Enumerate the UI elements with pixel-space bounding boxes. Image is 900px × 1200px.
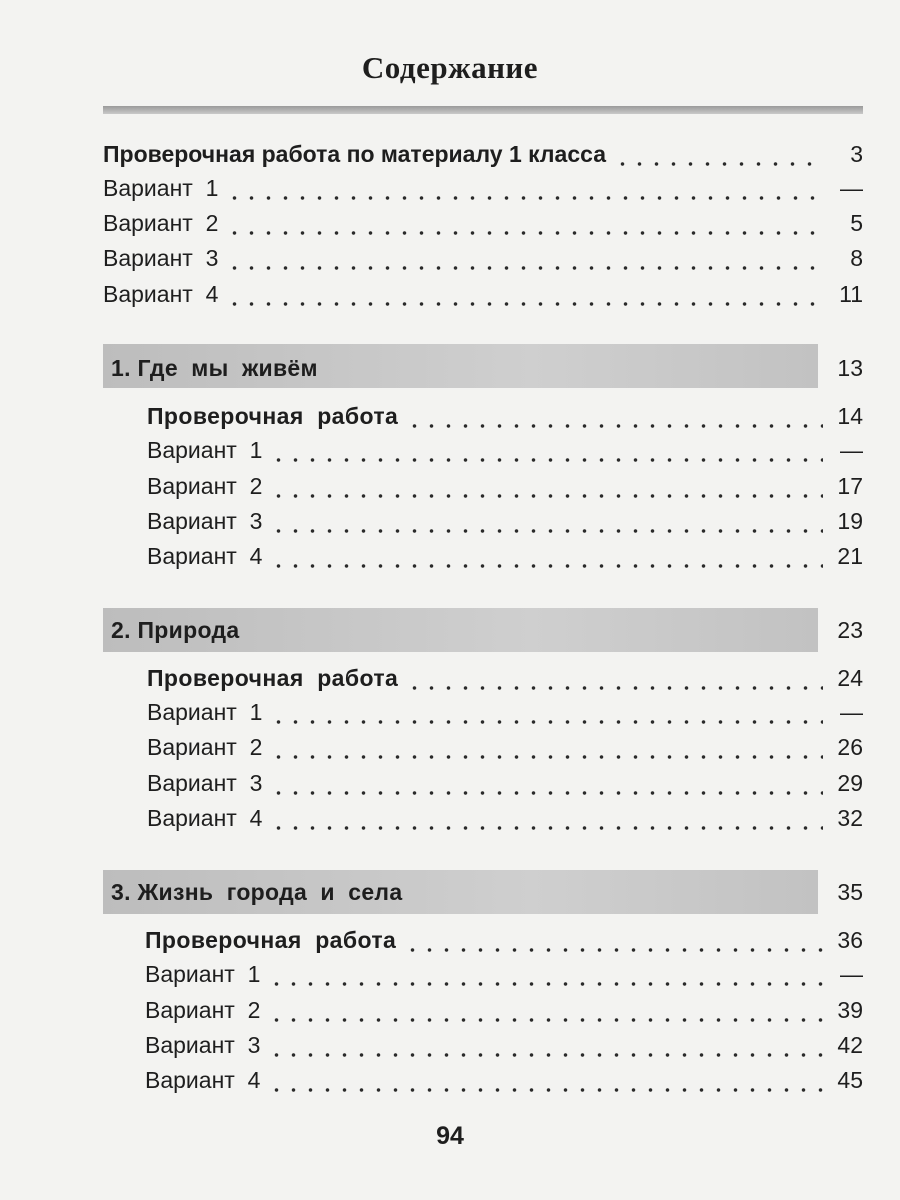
- toc-page-number: 13: [837, 355, 863, 381]
- toc-page-number: 3: [850, 141, 863, 167]
- toc-entry-variant[interactable]: [145, 1062, 863, 1098]
- toc-entry-variant[interactable]: [103, 240, 863, 276]
- dot-leader: [270, 468, 823, 504]
- page-title: Содержание: [361, 50, 539, 85]
- dot-leader: [268, 992, 823, 1028]
- toc-page-number: 39: [837, 997, 863, 1023]
- toc-entry-variant[interactable]: [147, 729, 863, 765]
- toc-page-number: —: [840, 437, 863, 463]
- toc-page-number: 45: [837, 1067, 863, 1093]
- toc-entry-variant[interactable]: [145, 992, 863, 1028]
- toc-page-number: 32: [837, 805, 863, 831]
- toc-entry-test[interactable]: [147, 660, 863, 696]
- dot-leader: [226, 205, 823, 241]
- toc-page-number: 42: [837, 1032, 863, 1058]
- dot-leader: [406, 660, 823, 696]
- toc-entry-variant[interactable]: [147, 765, 863, 801]
- toc-entry-variant[interactable]: [103, 276, 863, 312]
- toc-entry-variant[interactable]: [147, 432, 863, 468]
- dot-leader: [268, 1062, 823, 1098]
- dot-leader: [614, 136, 823, 172]
- toc-page-number: 36: [837, 927, 863, 953]
- toc-entry-label: Вариант 1: [145, 961, 261, 987]
- toc-entry-label: Вариант 2: [147, 473, 263, 499]
- toc-entry-variant[interactable]: [147, 538, 863, 574]
- toc-entry-variant[interactable]: [147, 800, 863, 836]
- toc-entry-label: Вариант 3: [145, 1032, 261, 1058]
- toc-entry-title: Проверочная работа: [147, 403, 399, 429]
- toc-entry-label: Вариант 1: [147, 437, 263, 463]
- toc-entry-intro[interactable]: [103, 136, 863, 172]
- dot-leader: [270, 503, 823, 539]
- toc-entry-label: Вариант 2: [147, 734, 263, 760]
- chapter-title: 2. Природа: [111, 617, 240, 643]
- toc-page-number: 5: [850, 210, 863, 236]
- chapter-heading-2[interactable]: [111, 608, 863, 652]
- toc-page-number: 21: [837, 543, 863, 569]
- toc-page-number: 11: [839, 281, 863, 307]
- toc-entry-test[interactable]: [145, 922, 863, 958]
- dot-leader: [270, 729, 823, 765]
- title-underline: [103, 106, 863, 114]
- toc-page-number: 35: [837, 879, 863, 905]
- toc-page-number: 8: [850, 245, 863, 271]
- toc-entry-label: Вариант 3: [147, 508, 263, 534]
- toc-entry-label: Вариант 4: [145, 1067, 261, 1093]
- dot-leader: [226, 240, 823, 276]
- chapter-title: 3. Жизнь города и села: [111, 879, 403, 905]
- toc-page-number: —: [840, 961, 863, 987]
- chapter-heading-3[interactable]: [111, 870, 863, 914]
- toc-entry-label: Вариант 4: [147, 805, 263, 831]
- toc-entry-label: Вариант 1: [147, 699, 263, 725]
- toc-page-number: —: [840, 699, 863, 725]
- toc-entry-variant[interactable]: [147, 468, 863, 504]
- toc-entry-label: Вариант 4: [147, 543, 263, 569]
- dot-leader: [270, 432, 823, 468]
- toc-entry-variant[interactable]: [145, 1027, 863, 1063]
- toc-page-number: 19: [837, 508, 863, 534]
- chapter-title: 1. Где мы живём: [111, 355, 318, 381]
- toc-page-number: 14: [837, 403, 863, 429]
- dot-leader: [270, 765, 823, 801]
- toc-entry-variant[interactable]: [147, 503, 863, 539]
- dot-leader: [404, 922, 823, 958]
- toc-entry-label: Вариант 1: [103, 175, 219, 201]
- toc-page-number: 23: [837, 617, 863, 643]
- toc-entry-label: Вариант 2: [145, 997, 261, 1023]
- toc-entry-label: Вариант 3: [147, 770, 263, 796]
- toc-entry-test[interactable]: [147, 398, 863, 434]
- page-number: 94: [436, 1122, 464, 1150]
- toc-page-number: 17: [837, 473, 863, 499]
- toc-entry-title: Проверочная работа по материалу 1 класса: [103, 141, 606, 167]
- toc-entry-variant[interactable]: [103, 170, 863, 206]
- toc-page-number: 29: [837, 770, 863, 796]
- dot-leader: [270, 694, 823, 730]
- toc-entry-label: Вариант 2: [103, 210, 219, 236]
- toc-entry-label: Вариант 4: [103, 281, 219, 307]
- chapter-heading-1[interactable]: [111, 346, 863, 390]
- toc-entry-title: Проверочная работа: [145, 927, 397, 953]
- dot-leader: [270, 800, 823, 836]
- dot-leader: [406, 398, 823, 434]
- toc-entry-variant[interactable]: [147, 694, 863, 730]
- toc-entry-variant[interactable]: [145, 956, 863, 992]
- dot-leader: [270, 538, 823, 574]
- toc-entry-title: Проверочная работа: [147, 665, 399, 691]
- dot-leader: [226, 170, 823, 206]
- dot-leader: [268, 1027, 823, 1063]
- toc-page-number: 24: [837, 665, 863, 691]
- toc-entry-label: Вариант 3: [103, 245, 219, 271]
- toc-page-number: 26: [837, 734, 863, 760]
- toc-entry-variant[interactable]: [103, 205, 863, 241]
- dot-leader: [268, 956, 823, 992]
- toc-page-number: —: [840, 175, 863, 201]
- dot-leader: [226, 276, 823, 312]
